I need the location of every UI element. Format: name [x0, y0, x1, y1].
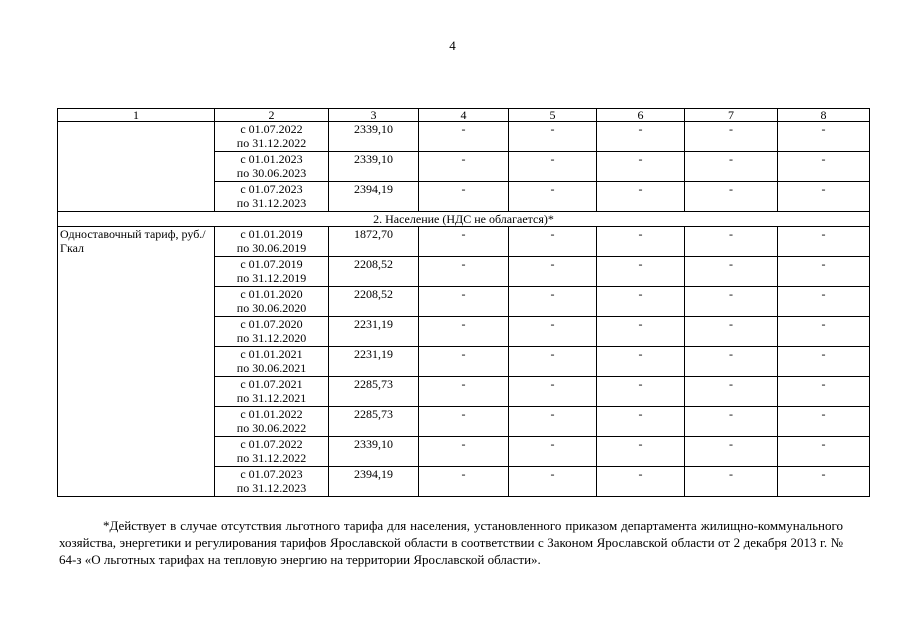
- empty-cell: -: [419, 182, 509, 212]
- empty-cell: -: [778, 437, 870, 467]
- column-number: 4: [419, 109, 509, 122]
- empty-cell: -: [419, 377, 509, 407]
- tariff-value: 2231,19: [329, 347, 419, 377]
- period-to: по 30.06.2021: [236, 361, 307, 375]
- period-cell: [215, 407, 329, 437]
- empty-cell: -: [778, 347, 870, 377]
- empty-cell: -: [509, 437, 597, 467]
- empty-cell: -: [597, 257, 685, 287]
- empty-cell: -: [597, 227, 685, 257]
- empty-cell: -: [509, 227, 597, 257]
- empty-cell: -: [597, 377, 685, 407]
- empty-cell: -: [685, 122, 778, 152]
- empty-cell: -: [509, 182, 597, 212]
- table-row: [58, 122, 870, 152]
- empty-cell: -: [419, 317, 509, 347]
- empty-cell: -: [597, 437, 685, 467]
- empty-cell: -: [509, 377, 597, 407]
- empty-cell: -: [685, 152, 778, 182]
- empty-cell: -: [778, 152, 870, 182]
- empty-cell: -: [597, 287, 685, 317]
- period-to: по 30.06.2023: [236, 166, 307, 180]
- column-number-row: [58, 109, 870, 122]
- period-to: по 30.06.2020: [236, 301, 307, 315]
- empty-cell: -: [685, 437, 778, 467]
- column-number: 8: [778, 109, 870, 122]
- empty-cell: -: [509, 347, 597, 377]
- empty-cell: -: [685, 257, 778, 287]
- period-from: с 01.01.2019: [240, 227, 303, 241]
- empty-cell: -: [419, 467, 509, 497]
- tariff-value: 2208,52: [329, 257, 419, 287]
- empty-cell: -: [509, 257, 597, 287]
- period-from: с 01.07.2021: [240, 377, 303, 391]
- column-number: 1: [58, 109, 215, 122]
- empty-cell: -: [778, 227, 870, 257]
- tariff-value: 2285,73: [329, 407, 419, 437]
- period-from: с 01.01.2022: [240, 407, 303, 421]
- column-number: 7: [685, 109, 778, 122]
- tariff-name: Одноставочный тариф, руб./Гкал: [58, 227, 215, 497]
- period-cell: [215, 257, 329, 287]
- empty-cell: -: [778, 182, 870, 212]
- table-row: [58, 227, 870, 257]
- period-cell: [215, 377, 329, 407]
- period-from: с 01.01.2021: [240, 347, 303, 361]
- column-number: 6: [597, 109, 685, 122]
- tariff-value: 2208,52: [329, 287, 419, 317]
- empty-cell: -: [778, 287, 870, 317]
- empty-cell: -: [597, 347, 685, 377]
- empty-cell: -: [597, 467, 685, 497]
- period-cell: [215, 437, 329, 467]
- period-to: по 31.12.2023: [236, 196, 307, 210]
- period-from: с 01.07.2022: [240, 437, 303, 451]
- empty-cell: -: [509, 122, 597, 152]
- column-number: 2: [215, 109, 329, 122]
- period-cell: [215, 317, 329, 347]
- tariff-value: 2231,19: [329, 317, 419, 347]
- period-from: с 01.07.2019: [240, 257, 303, 271]
- empty-cell: -: [509, 317, 597, 347]
- period-to: по 30.06.2022: [236, 421, 307, 435]
- empty-cell: -: [597, 122, 685, 152]
- tariff-value: 2339,10: [329, 437, 419, 467]
- period-from: с 01.01.2023: [240, 152, 303, 166]
- empty-cell: -: [778, 317, 870, 347]
- empty-cell: -: [419, 287, 509, 317]
- tariff-value: 1872,70: [329, 227, 419, 257]
- footnote: *Действует в случае отсутствия льготного тарифа для населения, установленного приказом департамента жилищно-коммунального хозяйства, энергетики и регулирования тарифов Ярославской области в соответствии с Законом Ярославской области от 2 декабря 2013 г. № 64-з «О льготных тарифах на тепловую энергию на территории Ярославской области».: [59, 518, 843, 567]
- empty-cell: -: [419, 347, 509, 377]
- period-from: с 01.07.2023: [240, 182, 303, 196]
- empty-cell: -: [597, 407, 685, 437]
- period-cell: [215, 182, 329, 212]
- empty-cell: -: [778, 257, 870, 287]
- section-title: 2. Население (НДС не облагается)*: [58, 212, 870, 227]
- period-cell: [215, 227, 329, 257]
- empty-cell: -: [778, 407, 870, 437]
- empty-cell: -: [685, 377, 778, 407]
- period-from: с 01.07.2020: [240, 317, 303, 331]
- period-from: с 01.07.2023: [240, 467, 303, 481]
- period-to: по 31.12.2022: [236, 136, 307, 150]
- empty-cell: -: [509, 407, 597, 437]
- tariff-name-cell-empty: [58, 122, 215, 212]
- empty-cell: -: [597, 152, 685, 182]
- empty-cell: -: [685, 347, 778, 377]
- empty-cell: -: [685, 227, 778, 257]
- empty-cell: -: [419, 227, 509, 257]
- empty-cell: -: [685, 317, 778, 347]
- tariff-value: 2285,73: [329, 377, 419, 407]
- page-number: 4: [449, 38, 456, 53]
- empty-cell: -: [419, 122, 509, 152]
- period-to: по 30.06.2019: [236, 241, 307, 255]
- empty-cell: -: [685, 182, 778, 212]
- column-number: 5: [509, 109, 597, 122]
- period-to: по 31.12.2023: [236, 481, 307, 495]
- empty-cell: -: [778, 377, 870, 407]
- empty-cell: -: [597, 182, 685, 212]
- empty-cell: -: [509, 287, 597, 317]
- tariff-table: [57, 108, 870, 497]
- empty-cell: -: [778, 122, 870, 152]
- tariff-value: 2394,19: [329, 182, 419, 212]
- period-to: по 31.12.2022: [236, 451, 307, 465]
- tariff-value: 2394,19: [329, 467, 419, 497]
- tariff-value: 2339,10: [329, 152, 419, 182]
- empty-cell: -: [685, 467, 778, 497]
- period-to: по 31.12.2019: [236, 271, 307, 285]
- period-to: по 31.12.2021: [236, 391, 307, 405]
- empty-cell: -: [419, 437, 509, 467]
- empty-cell: -: [685, 407, 778, 437]
- empty-cell: -: [778, 467, 870, 497]
- period-cell: [215, 122, 329, 152]
- empty-cell: -: [509, 152, 597, 182]
- tariff-value: 2339,10: [329, 122, 419, 152]
- empty-cell: -: [509, 467, 597, 497]
- period-to: по 31.12.2020: [236, 331, 307, 345]
- period-cell: [215, 347, 329, 377]
- period-cell: [215, 152, 329, 182]
- column-number: 3: [329, 109, 419, 122]
- period-cell: [215, 287, 329, 317]
- period-from: с 01.01.2020: [240, 287, 303, 301]
- empty-cell: -: [419, 152, 509, 182]
- empty-cell: -: [597, 317, 685, 347]
- period-cell: [215, 467, 329, 497]
- empty-cell: -: [419, 407, 509, 437]
- empty-cell: -: [685, 287, 778, 317]
- empty-cell: -: [419, 257, 509, 287]
- period-from: с 01.07.2022: [240, 122, 303, 136]
- section-header-row: [58, 212, 870, 227]
